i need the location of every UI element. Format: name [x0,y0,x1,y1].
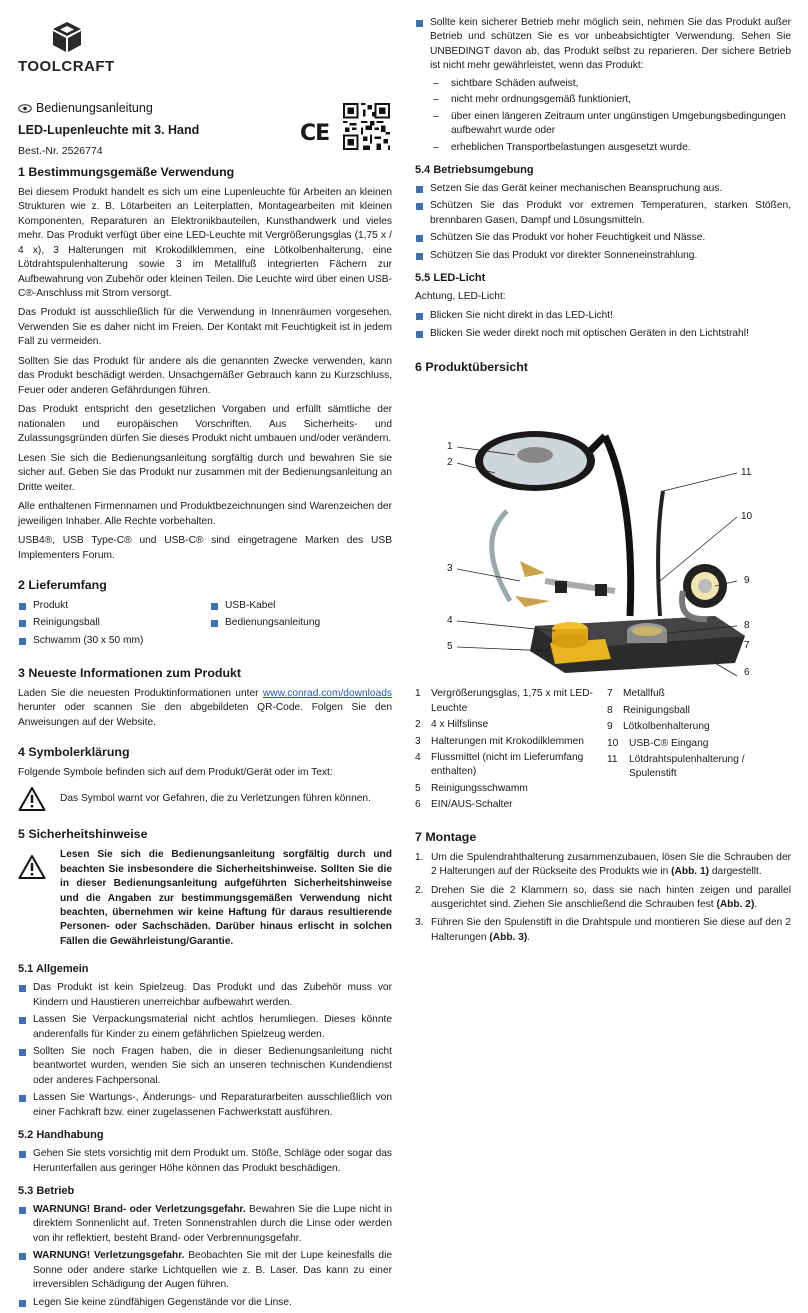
section-5-title: 5 Sicherheitshinweise [18,827,148,842]
legend-item: 5 Reinigungsschwamm [415,782,528,794]
warning-triangle-icon [18,854,46,880]
list-item: 1. Um die Spulendrahthalterung zusammenzubauen, lösen Sie die Schrauben der 2 Halterungen auf der Rückseite des Produkts wie in (Abb. 1) dargestellt. [415,851,791,878]
section-7-title: 7 Montage [415,829,477,844]
legend-item: 10 USB-C® Eingang [607,737,709,749]
list-item: USB-Kabel [210,599,390,613]
callout-label: 3 [447,563,453,575]
led-intro: Achtung, LED-Licht: [415,291,506,302]
s1-paragraph: Alle enthaltenen Firmennamen und Produktbezeichnungen sind Warenzeichen der jeweiligen Inhaber. Alle Rechte vorbehalten. [18,501,392,527]
list-item: Schützen Sie das Produkt vor extremen Temperaturen, starken Stößen, brennbaren Gasen, Dampf und Lösungsmitteln. [415,199,791,228]
qr-code[interactable] [343,103,390,150]
condition-list [433,77,791,155]
callout-label: 6 [744,667,750,679]
s1-paragraph: Bei diesem Produkt handelt es sich um eine Lupenleuchte für Arbeiten an kleinen Strukturen wie z. B. Lötarbeiten an Leiterplatten, Montagearbeiten mit kleinen Komponenten, Reparaturen an Elektronikbauteilen, Kunsthandwerk und vieles mehr. Das Produkt verfügt über eine LED-Leuchte mit Vergrößerungsglas (1,75 x / 4 x), 3 Halterungen mit Krokodilklemmen, eine Lötkolbenhalterung, eine Lötdrahtspulenhalterung sowie 3 im Metallfuß integrierten Fächern zur Aufbewahrung von Zubehör oder kleinen Teilen. Die Leuchte wird über einen USB-C®-Anschluss mit Strom versorgt. [18,186,392,299]
general-list [18,981,392,1120]
s1-paragraph: Sollten Sie das Produkt für andere als die genannten Zwecke verwenden, kann das Produkt beschädigt werden. Unsachgemäßer Gebrauch kann zu Kurzschluss, Feuer oder anderen Gefährdungen führen. [18,355,392,396]
legend-item: 9 Lötkolbenhalterung [607,721,710,733]
operation-list-continued [415,16,791,74]
section-6-title: 6 Produktübersicht [415,360,528,375]
list-item: – über einen längeren Zeitraum unter ungünstigen Umgebungsbedingungen aufbewahrt wurde oder [433,110,791,139]
legend-item: 1 Vergrößerungsglas, 1,75 x mit LED-Leuchte [415,688,593,714]
section-5-5-title: 5.5 LED-Licht [415,272,486,285]
safety-warning [18,848,392,954]
list-item: Sollte kein sicherer Betrieb mehr möglich sein, nehmen Sie das Produkt außer Betrieb und schützen Sie es vor unbeabsichtigter Verwendung. Sehen Sie UNBEDINGT davon ab, das Produkt selbst zu reparieren. Der sichere Betrieb ist nicht mehr gewährleistet, wenn das Produkt: [415,16,791,74]
list-item: Lassen Sie Verpackungsmaterial nicht achtlos herumliegen. Dieses könnte anderenfalls für Kinder zu einem gefährlichen Spielzeug werden. [18,1013,392,1042]
order-number: Best.-Nr. 2526774 [18,144,103,157]
list-item: Lassen Sie Wartungs-, Änderungs- und Reparaturarbeiten ausschließlich von einer Fachkraft bzw. einer zugelassenen Fachwerkstatt ausführen. [18,1091,392,1120]
callout-label: 11 [741,467,752,479]
product-illustration [415,381,791,681]
section-2-title: 2 Lieferumfang [18,578,107,593]
component-legend [415,687,791,815]
downloads-link[interactable]: www.conrad.com/downloads [262,687,392,699]
list-item: Gehen Sie stets vorsichtig mit dem Produkt um. Stöße, Schläge oder sogar das Herunterfallen aus geringer Höhe können das Produkt beschädigen. [18,1147,392,1176]
s4-intro: Folgende Symbole befinden sich auf dem Produkt/Gerät oder im Text: [18,766,333,778]
s1-paragraph: USB4®, USB Type-C® und USB-C® sind eingetragene Marken des USB Implementers Forum. [18,535,392,561]
list-item: – erheblichen Transportbelastungen ausgesetzt wurde. [433,141,791,155]
section-5-1-title: 5.1 Allgemein [18,963,89,976]
symbol-description: Das Symbol warnt vor Gefahren, die zu Verletzungen führen können. [60,793,371,805]
legend-item: 3 Halterungen mit Krokodilklemmen [415,735,584,747]
delivery-list [18,599,392,651]
toolcraft-logo [18,20,118,76]
s1-paragraph: Das Produkt entspricht den gesetzlichen Vorgaben und erfüllt sämtliche der nationalen und europäischen Vorschriften. Aus Sicherheits- und Zulassungsgründen dürfen Sie dieses Produkt nicht umbauen und/oder verändern. [18,404,392,445]
legend-item: 4 Flussmittel (nicht im Lieferumfang enthalten) [415,752,584,778]
callout-label: 8 [744,620,750,632]
list-item: Blicken Sie nicht direkt in das LED-Licht! [415,309,791,323]
list-item: Produkt [18,599,210,613]
safety-warning-text: Lesen Sie sich die Bedienungsanleitung sorgfältig durch und beachten Sie insbesondere die Sicherheitshinweise. Sollten Sie die in dieser Bedienungsanleitung aufgeführten Sicherheitshinweise und die Angaben zur bestimmungsgemäßen Verwendung nicht beachten, übernehmen wir keine Haftung für daraus resultierende Personen- oder Sachschäden. Darüber hinaus erlischt in solchen Fällen die Gewährleistung/Garantie. [60,849,392,947]
doctype: Bedienungsanleitung [36,101,153,115]
product-overview-figure [415,381,791,681]
document-header [18,100,392,158]
list-item: Setzen Sie das Gerät keiner mechanischen Beanspruchung aus. [415,182,791,196]
section-5-2-title: 5.2 Handhabung [18,1129,104,1142]
list-item: – nicht mehr ordnungsgemäß funktioniert, [433,93,791,107]
list-item: – sichtbare Schäden aufweist, [433,77,791,91]
legend-item: 11 Lötdrahtspulenhalterung / Spulenstift [607,754,745,780]
legend-item: 7 Metallfuß [607,688,665,700]
legend-item: 6 EIN/AUS-Schalter [415,799,513,811]
section-4-title: 4 Symbolerklärung [18,745,130,760]
environment-list [415,182,791,263]
section-1-title: 1 Bestimmungsgemäße Verwendung [18,165,235,179]
callout-label: 2 [447,457,453,469]
s3-paragraph: Laden Sie die neuesten Produktinformationen unter www.conrad.com/downloads herunter oder scannen Sie den abgebildeten QR-Code. Folgen Sie den Anweisungen auf der Website. [18,687,392,728]
callout-label: 1 [447,441,453,453]
list-item: Schützen Sie das Produkt vor direkter Sonneneinstrahlung. [415,249,791,263]
document-title: LED-Lupenleuchte mit 3. Hand [18,122,200,137]
doctype-line [18,100,392,118]
list-item: Schwamm (30 x 50 mm) [18,634,210,648]
legend-item: 8 Reinigungsball [607,704,690,716]
eye-icon [18,104,32,113]
handling-list [18,1147,392,1176]
toolcraft-cube-icon [50,20,84,54]
list-item: Blicken Sie weder direkt noch mit optischen Geräten in den Lichtstrahl! [415,327,791,341]
section-5-4-title: 5.4 Betriebsumgebung [415,164,534,177]
s1-paragraph: Das Produkt ist ausschließlich für die Verwendung in Innenräumen vorgesehen. Verwenden Sie es daher nicht im Freien. Der Kontakt mit Feuchtigkeit ist in jedem Fall zu vermeiden. [18,307,392,348]
operation-list [18,1203,392,1310]
list-item: 3. Führen Sie den Spulenstift in die Drahtspule und montieren Sie diese auf den 2 Halterungen (Abb. 3). [415,917,791,943]
callout-label: 5 [447,641,453,653]
brand-name: TOOLCRAFT [18,58,115,75]
list-item: Schützen Sie das Produkt vor hoher Feuchtigkeit und Nässe. [415,231,791,245]
assembly-steps [415,851,791,946]
callout-label: 9 [744,575,750,587]
ce-mark: CE [300,121,330,146]
s1-paragraph: Lesen Sie sich die Bedienungsanleitung sorgfältig durch und bewahren Sie sie sicher auf. Geben Sie das Produkt nur zusammen mit der Bedienungsanleitung an Dritte weiter. [18,452,392,493]
callout-label: 7 [744,640,750,652]
list-item: Sollten Sie noch Fragen haben, die in dieser Bedienungsanleitung nicht beantwortet wurden, wenden Sie sich an unseren technischen Kundendienst oder anderes Fachpersonal. [18,1045,392,1088]
symbol-row [18,786,392,812]
section-5-3-title: 5.3 Betrieb [18,1185,75,1197]
list-item: Reinigungsball [18,616,210,630]
legend-left [415,687,607,815]
callout-label: 4 [447,615,453,627]
list-item: Legen Sie keine zündfähigen Gegenstände vor die Linse. [18,1296,392,1310]
callout-label: 10 [741,511,753,523]
list-item: 2. Drehen Sie die 2 Klammern so, dass sie nach hinten zeigen und parallel ausgerichtet sind. Ziehen Sie anschließend die Schrauben fest (Abb. 2). [415,884,791,910]
warning-triangle-icon [18,786,46,812]
legend-item: 2 4 x Hilfslinse [415,719,489,731]
list-item: Das Produkt ist kein Spielzeug. Das Produkt und das Zubehör muss vor Kindern und Haustieren unerreichbar aufbewahrt werden. [18,981,392,1010]
list-item: WARNUNG! Brand- oder Verletzungsgefahr. Bewahren Sie die Lupe nicht in direktem Sonnenlicht auf. Treten Sonnenstrahlen durch die Linse oder werden von ihr reflektiert, besteht Brand- oder Verbrennungsgefahr. [18,1203,392,1246]
legend-right [607,687,787,815]
led-list [415,309,791,341]
list-item: WARNUNG! Verletzungsgefahr. Beobachten Sie mit der Lupe keinesfalls die Sonne oder andere starke Lichtquellen wie z. B. Laser. Das kann zu einer irreversiblen Schädigung der Augen führen. [18,1249,392,1292]
list-item: Bedienungsanleitung [210,616,390,630]
section-3-title: 3 Neueste Informationen zum Produkt [18,666,242,681]
